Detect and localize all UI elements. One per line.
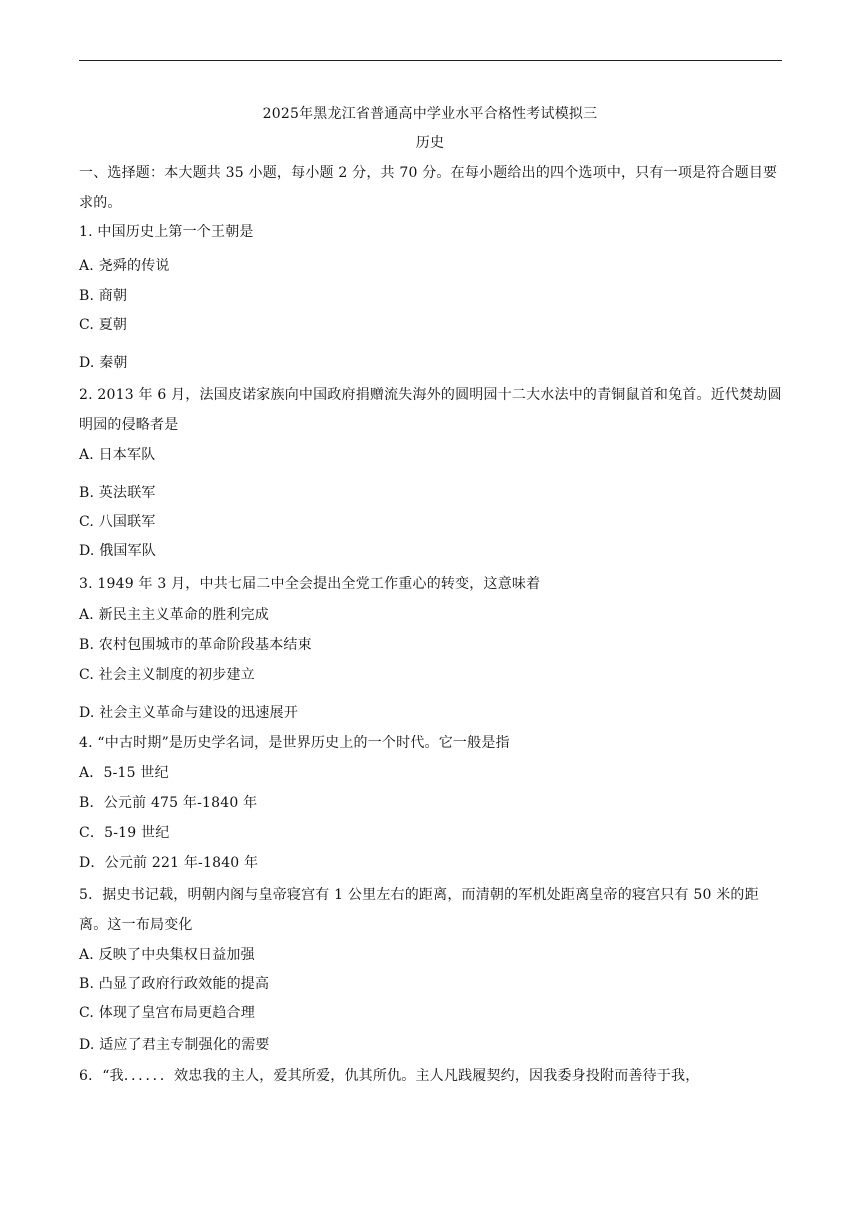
question-5-stem: 5．据史书记载，明朝内阁与皇帝寝宫有 1 公里左右的距离，而清朝的军机处距离皇帝的寝宫只有 50 米的距离。这一布局变化: [79, 887, 759, 933]
section-instructions: 一、选择题：本大题共 35 小题，每小题 2 分，共 70 分。在每小题给出的四个选项中，只有一项是符合题目要求的。: [79, 165, 778, 211]
question-3-option-b: B. 农村包围城市的革命阶段基本结束: [79, 637, 312, 653]
question-2-stem: 2. 2013 年 6 月，法国皮诺家族向中国政府捐赠流失海外的圆明园十二大水法中的青铜鼠首和兔首。近代焚劫圆明园的侵略者是: [79, 387, 782, 433]
exam-title: 2025年黑龙江省普通高中学业水平合格性考试模拟三: [262, 106, 598, 122]
question-3-option-d: D. 社会主义革命与建设的迅速展开: [79, 705, 299, 721]
question-2-option-d: D. 俄国军队: [79, 543, 157, 559]
question-6-stem: 6．“我．．．．．．效忠我的主人，爱其所爱，仇其所仇。主人凡践履契约，因我委身投附而善待于我，: [79, 1068, 700, 1084]
question-4-option-b: B．公元前 475 年-1840 年: [79, 795, 258, 811]
question-1-option-d: D. 秦朝: [79, 355, 128, 371]
question-2-option-b: B. 英法联军: [79, 485, 156, 501]
question-5-option-c: C. 体现了皇宫布局更趋合理: [79, 1005, 255, 1021]
question-1-option-a: A. 尧舜的传说: [79, 258, 170, 274]
question-3-option-c: C. 社会主义制度的初步建立: [79, 667, 255, 683]
question-4-stem: 4. “中古时期”是历史学名词，是世界历史上的一个时代。它一般是指: [79, 735, 510, 751]
question-2-option-c: C. 八国联军: [79, 514, 156, 530]
question-5-option-a: A. 反映了中央集权日益加强: [79, 947, 255, 963]
question-4-option-a: A．5-15 世纪: [79, 765, 169, 781]
question-2-option-a: A. 日本军队: [79, 447, 156, 463]
subject-title: 历史: [415, 135, 445, 151]
question-1-stem: 1. 中国历史上第一个王朝是: [79, 224, 254, 240]
question-5-option-d: D. 适应了君主专制强化的需要: [79, 1037, 270, 1053]
question-5-option-b: B. 凸显了政府行政效能的提高: [79, 976, 270, 992]
question-1-option-b: B. 商朝: [79, 288, 128, 304]
question-4-option-c: C．5-19 世纪: [79, 825, 170, 841]
question-1-option-c: C. 夏朝: [79, 317, 128, 333]
header-rule: [79, 60, 782, 61]
question-3-stem: 3. 1949 年 3 月，中共七届二中全会提出全党工作重心的转变，这意味着: [79, 576, 541, 592]
question-4-option-d: D．公元前 221 年-1840 年: [79, 855, 259, 871]
question-3-option-a: A. 新民主主义革命的胜利完成: [79, 607, 270, 623]
